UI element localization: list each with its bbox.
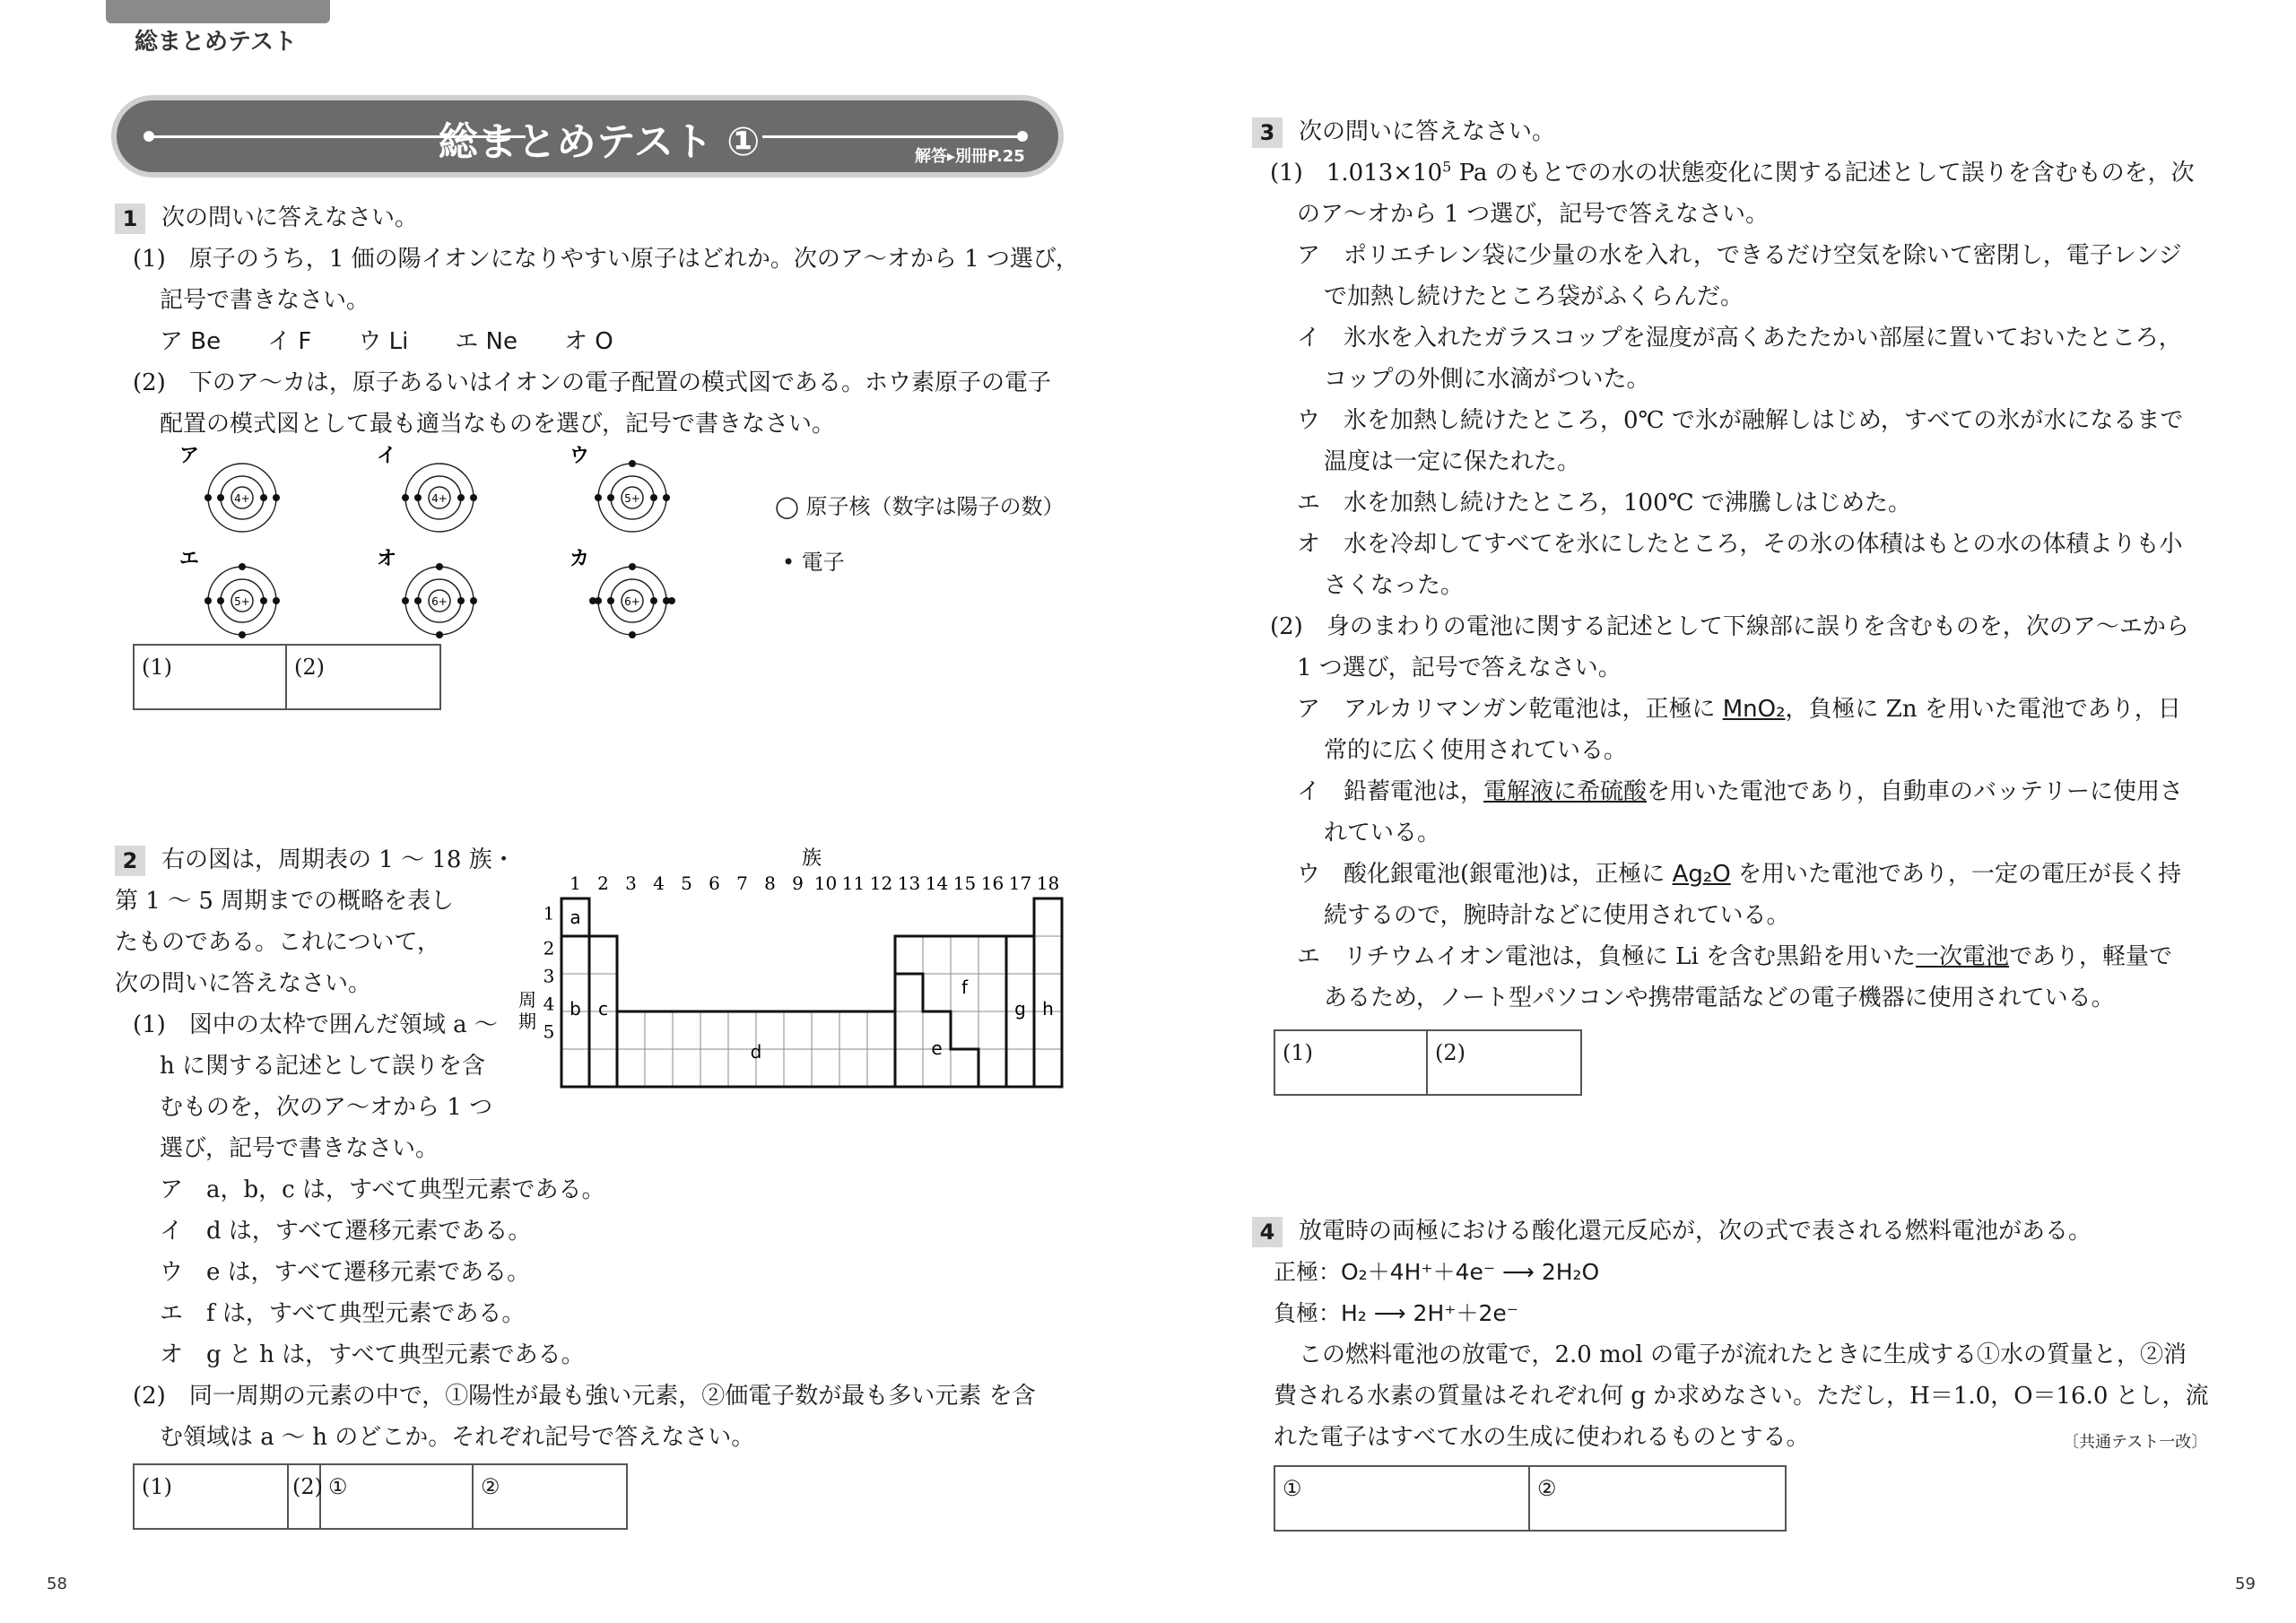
q2-line-2: 第 1 ～ 5 周期までの概略を表し xyxy=(115,888,455,915)
banner-dot-right xyxy=(1017,131,1028,142)
electron-diagram-3 xyxy=(570,445,670,532)
q4-stem xyxy=(1252,1211,2092,1252)
electron xyxy=(273,494,280,501)
q3-p1-option-u-2: 温度は一定に保たれた。 xyxy=(1324,448,1581,475)
period-number: 4 xyxy=(543,993,555,1015)
q2-line-1-text: 右の図は，周期表の 1 ～ 18 族・ xyxy=(161,846,516,873)
region-label-c: c xyxy=(598,998,608,1020)
table-cell xyxy=(784,1011,812,1049)
q4-equation-anode: 負極：H₂ ⟶ 2H⁺＋2e⁻ xyxy=(1274,1300,1518,1326)
q4-source: 〔共通テスト一改〕 xyxy=(2063,1433,2208,1452)
table-cell xyxy=(978,974,1006,1011)
group-number: 7 xyxy=(736,872,748,894)
q2-p2-line2: む領域は a ～ h のどこか。それぞれ記号で答えなさい。 xyxy=(160,1424,755,1451)
table-cell xyxy=(645,1011,673,1049)
region-label-g: g xyxy=(1014,998,1026,1020)
table-cell xyxy=(1034,936,1062,974)
q3-p1-option-u-1: ウ 氷を加熱し続けたところ，0℃ で氷が融解しはじめ，すべての氷が水になるまで xyxy=(1297,407,2184,434)
electron xyxy=(239,563,246,570)
electron-diagram-2 xyxy=(377,445,477,532)
electron-diagram-6 xyxy=(570,548,675,638)
q3-answer-cell-2[interactable]: (2) xyxy=(1435,1040,1465,1065)
diagram-label: イ xyxy=(377,445,397,467)
q3-p1-option-i-1: イ 氷水を入れたガラスコップを湿度が高くあたたかい部屋に置いておいたところ， xyxy=(1297,325,2182,352)
table-cell xyxy=(951,936,978,974)
page-number-right: 59 xyxy=(2235,1575,2256,1593)
group-number: 5 xyxy=(681,872,692,894)
q2-number: 2 xyxy=(115,846,145,876)
table-cell xyxy=(951,1049,978,1087)
electron-diagrams xyxy=(170,439,691,646)
q3-p2-option-i-2: れている。 xyxy=(1324,820,1441,846)
q4-body-1: この燃料電池の放電で，2.0 mol の電子が流れたときに生成する①水の質量と，②消 xyxy=(1299,1341,2187,1368)
group-number: 9 xyxy=(792,872,804,894)
table-cell xyxy=(700,1049,728,1087)
electron xyxy=(589,597,596,604)
table-cell xyxy=(1006,1049,1034,1087)
electron xyxy=(595,494,602,501)
electron xyxy=(436,631,443,638)
region-label-a: a xyxy=(570,907,581,928)
table-cell xyxy=(867,1049,895,1087)
electron-diagram-5 xyxy=(377,548,477,638)
q2-answer-cell-3[interactable]: ① xyxy=(321,1465,474,1528)
nucleus-charge: 6+ xyxy=(624,595,640,608)
q3-p2-e-underline: 一次電池 xyxy=(1916,943,2010,970)
electron xyxy=(629,631,636,638)
q2-p1-line-1: (1) 図中の太枠で囲んだ領域 a ～ xyxy=(133,1011,498,1038)
region-label-e: e xyxy=(931,1037,943,1059)
table-cell xyxy=(812,1049,839,1087)
q2-answer-box xyxy=(133,1463,628,1530)
table-cell xyxy=(895,1049,923,1087)
q4-stem-text: 放電時の両極における酸化還元反応が，次の式で表される燃料電池がある。 xyxy=(1299,1218,2092,1245)
period-axis-label: 周 xyxy=(518,989,536,1011)
q2-answer-cell-1[interactable]: (1) xyxy=(135,1465,289,1528)
region-label-h: h xyxy=(1042,998,1054,1020)
group-number: 16 xyxy=(980,872,1004,894)
q2-option-o: オ g と h は，すべて典型元素である。 xyxy=(160,1341,585,1368)
q1-number: 1 xyxy=(115,204,145,234)
group-number: 8 xyxy=(764,872,776,894)
q3-number: 3 xyxy=(1252,117,1283,148)
q2-line-4: 次の問いに答えなさい。 xyxy=(115,970,372,997)
q3-answer-cell-1[interactable]: (1) xyxy=(1275,1031,1428,1094)
q3-p1-exponent: 5 xyxy=(1442,158,1452,176)
electron-diagram-1 xyxy=(179,445,280,532)
q3-p2-u-underline: Ag₂O xyxy=(1672,861,1731,888)
q1-p2-line2: 配置の模式図として最も適当なものを選び，記号で書きなさい。 xyxy=(160,411,835,438)
group-number: 6 xyxy=(709,872,720,894)
q4-answer-cell-1[interactable]: ① xyxy=(1275,1467,1530,1530)
electron xyxy=(260,494,267,501)
table-cell xyxy=(923,974,951,1011)
electron xyxy=(470,494,477,501)
group-number: 15 xyxy=(952,872,977,894)
table-cell xyxy=(700,1011,728,1049)
q3-stem-text: 次の問いに答えなさい。 xyxy=(1299,118,1556,145)
q3-p2-a-pre: ア アルカリマンガン乾電池は，正極に xyxy=(1297,696,1723,723)
q2-answer-cell-4[interactable]: ② xyxy=(481,1474,500,1499)
q2-p1-line-3: むものを，次のア～オから 1 つ xyxy=(160,1094,493,1121)
period-axis-label-2: 期 xyxy=(518,1011,536,1032)
q4-number: 4 xyxy=(1252,1217,1283,1247)
group-number: 2 xyxy=(597,872,609,894)
electron xyxy=(402,494,409,501)
q3-p1-option-o-1: オ 水を冷却してすべてを氷にしたところ，その氷の体積はもとの水の体積よりも小 xyxy=(1297,531,2183,558)
electron xyxy=(470,597,477,604)
electron xyxy=(629,563,636,570)
table-cell xyxy=(895,1011,923,1049)
nucleus-charge: 4+ xyxy=(431,492,448,505)
q3-p1-line1-b: Pa のもとでの水の状態変化に関する記述として誤りを含むものを，次 xyxy=(1451,160,2195,187)
diagram-label: カ xyxy=(570,548,590,570)
group-number: 18 xyxy=(1036,872,1060,894)
period-number: 2 xyxy=(543,937,555,959)
q3-p1-line1-a: (1) 1.013×10 xyxy=(1270,160,1443,187)
period-number: 1 xyxy=(543,902,555,924)
group-axis-label: 族 xyxy=(801,847,822,870)
electron xyxy=(650,597,657,604)
table-cell xyxy=(645,1049,673,1087)
q1-stem-text: 次の問いに答えなさい。 xyxy=(161,204,419,231)
table-cell xyxy=(784,1049,812,1087)
q3-p2-a-post: ，負極に Zn を用いた電池であり，日 xyxy=(1785,696,2181,723)
table-cell xyxy=(812,1011,839,1049)
group-number: 10 xyxy=(813,872,838,894)
q2-p1-line-2: h に関する記述として誤りを含 xyxy=(160,1053,486,1080)
q3-p1-option-a-1: ア ポリエチレン袋に少量の水を入れ，できるだけ空気を除いて密閉し，電子レンジ xyxy=(1297,242,2182,269)
q3-p2-i-post: を用いた電池であり，自動車のバッテリーに使用さ xyxy=(1647,778,2184,805)
page-number-left: 58 xyxy=(47,1575,67,1593)
group-number: 11 xyxy=(841,872,865,894)
q1-answer-box xyxy=(133,644,441,710)
q1-answer-cell-1[interactable]: (1) xyxy=(135,646,287,708)
table-cell xyxy=(1006,936,1034,974)
q2-option-a: ア a，b，c は，すべて典型元素である。 xyxy=(160,1176,605,1203)
region-h-box xyxy=(1034,898,1062,1087)
electron xyxy=(217,597,224,604)
title-banner xyxy=(117,100,1058,172)
q3-p2-e-post: であり，軽量で xyxy=(2009,943,2173,970)
q3-stem xyxy=(1252,111,1555,152)
table-cell xyxy=(673,1011,700,1049)
region-label-f: f xyxy=(961,976,969,998)
table-cell xyxy=(951,1011,978,1049)
banner-dot-left xyxy=(144,131,154,142)
period-number: 5 xyxy=(543,1020,555,1043)
header-tab xyxy=(106,0,330,23)
q1-p1-line1: (1) 原子のうち，1 価の陽イオンになりやすい原子はどれか。次のア～オから 1 つ選び， xyxy=(133,246,1079,273)
table-cell xyxy=(895,936,923,974)
q3-p1-option-i-2: コップの外側に水滴がついた。 xyxy=(1324,366,1650,393)
electron xyxy=(607,494,614,501)
group-number: 17 xyxy=(1008,872,1032,894)
q3-p2-u-post: を用いた電池であり，一定の電圧が長く持 xyxy=(1730,861,2182,888)
q3-p1-line2: のア～オから 1 つ選び，記号で答えなさい。 xyxy=(1297,201,1770,228)
q3-p1-line1 xyxy=(1270,152,2195,194)
q3-p2-option-u-2: 続するので，腕時計などに使用されている。 xyxy=(1324,902,1790,929)
q4-answer-cell-2[interactable]: ② xyxy=(1537,1476,1557,1501)
q3-p2-option-a-1 xyxy=(1297,689,2181,730)
q3-p2-option-e-1 xyxy=(1297,936,2172,977)
q3-p1-option-a-2: で加熱し続けたところ袋がふくらんだ。 xyxy=(1324,283,1744,310)
table-cell xyxy=(839,1049,867,1087)
group-number: 12 xyxy=(869,872,893,894)
table-cell xyxy=(978,936,1006,974)
section-label: 総まとめテスト xyxy=(135,29,297,56)
table-cell xyxy=(673,1049,700,1087)
electron xyxy=(414,597,422,604)
electron xyxy=(629,460,636,467)
q4-body-3: れた電子はすべて水の生成に使われるものとする。 xyxy=(1274,1424,1810,1451)
table-cell xyxy=(589,936,617,974)
electron xyxy=(402,597,409,604)
q2-p2-line1: (2) 同一周期の元素の中で，①陽性が最も強い元素，②価電子数が最も多い元素 を含 xyxy=(133,1383,1036,1410)
q2-line-3: たものである。これについて， xyxy=(115,929,440,956)
q4-equation-cathode: 正極：O₂＋4H⁺＋4e⁻ ⟶ 2H₂O xyxy=(1274,1259,1600,1285)
q1-p2-line1: (2) 下のア～カは，原子あるいはイオンの電子配置の模式図である。ホウ素原子の電子 xyxy=(133,369,1052,396)
q1-p1-options: ア Be イ F ウ Li エ Ne オ O xyxy=(160,328,613,355)
q4-answer-box xyxy=(1274,1465,1787,1532)
electron xyxy=(663,494,670,501)
table-cell xyxy=(617,1011,645,1049)
electron xyxy=(436,563,443,570)
table-cell xyxy=(923,936,951,974)
nucleus-charge: 4+ xyxy=(234,492,250,505)
q1-answer-cell-2[interactable]: (2) xyxy=(294,655,325,680)
table-cell xyxy=(589,1049,617,1087)
q3-p1-option-o-2: さくなった。 xyxy=(1324,572,1465,599)
table-cell xyxy=(617,1049,645,1087)
table-cell xyxy=(561,1049,589,1087)
legend-electron: • 電子 xyxy=(782,550,845,575)
group-number: 14 xyxy=(925,872,949,894)
q1-p1-line2: 記号で書きなさい。 xyxy=(160,287,370,314)
q2-option-u: ウ e は，すべて遷移元素である。 xyxy=(160,1259,531,1286)
table-cell xyxy=(561,936,589,974)
group-number: 4 xyxy=(653,872,665,894)
table-cell xyxy=(867,1011,895,1049)
period-number: 3 xyxy=(543,965,555,987)
q3-p2-option-i-1 xyxy=(1297,771,2183,812)
q3-p2-e-pre: エ リチウムイオン電池は，負極に Li を含む黒鉛を用いた xyxy=(1297,943,1917,970)
q2-option-e: エ f は，すべて典型元素である。 xyxy=(160,1300,526,1327)
q3-p2-line2: 1 つ選び，記号で答えなさい。 xyxy=(1297,655,1622,681)
electron xyxy=(239,631,246,638)
nucleus-charge: 5+ xyxy=(234,595,250,608)
electron-diagram-4 xyxy=(179,548,280,638)
nucleus-charge: 5+ xyxy=(624,492,640,505)
periodic-table xyxy=(511,843,1085,1112)
q3-p2-option-e-2: あるため，ノート型パソコンや携帯電話などの電子機器に使用されている。 xyxy=(1324,985,2115,1011)
electron xyxy=(650,494,657,501)
electron xyxy=(204,494,212,501)
q1-stem xyxy=(115,197,418,239)
q3-p2-i-underline: 電解液に希硫酸 xyxy=(1483,778,1648,805)
electron xyxy=(217,494,224,501)
q3-p2-i-pre: イ 鉛蓄電池は， xyxy=(1297,778,1484,805)
q3-p2-option-a-2: 常的に広く使用されている。 xyxy=(1324,737,1628,764)
electron xyxy=(457,597,465,604)
legend-nucleus: ◯ 原子核（数字は陽子の数） xyxy=(775,494,1065,519)
group-number: 13 xyxy=(897,872,921,894)
table-cell xyxy=(895,974,923,1011)
q2-p1-line-4: 選び，記号で書きなさい。 xyxy=(160,1135,439,1162)
table-cell xyxy=(978,1011,1006,1049)
table-cell xyxy=(839,1011,867,1049)
electron xyxy=(414,494,422,501)
q2-line-1 xyxy=(115,839,516,881)
q2-answer-cell-2[interactable]: (2) xyxy=(289,1465,321,1528)
nucleus-charge: 6+ xyxy=(431,595,448,608)
diagram-label: エ xyxy=(179,548,200,570)
electron xyxy=(607,597,614,604)
banner-title: 総まとめテスト ① xyxy=(438,119,761,165)
table-cell xyxy=(1034,898,1062,936)
q3-p2-line1: (2) 身のまわりの電池に関する記述として下線部に誤りを含むものを，次のア～エから xyxy=(1270,613,2189,640)
diagram-label: オ xyxy=(377,548,397,570)
q2-option-i: イ d は，すべて遷移元素である。 xyxy=(160,1218,532,1245)
q3-p2-a-underline: MnO₂ xyxy=(1722,696,1786,723)
q3-answer-box xyxy=(1274,1029,1582,1096)
electron xyxy=(204,597,212,604)
diagram-label: ウ xyxy=(570,445,590,467)
q3-p2-u-pre: ウ 酸化銀電池(銀電池)は，正極に xyxy=(1297,861,1673,888)
q4-body-2: 費される水素の質量はそれぞれ何 g か求めなさい。ただし，H＝1.0，O＝16.0 とし，流 xyxy=(1274,1383,2209,1410)
q3-p1-option-e-1: エ 水を加熱し続けたところ，100℃ で沸騰しはじめた。 xyxy=(1297,490,1911,516)
group-number: 3 xyxy=(625,872,637,894)
group-number: 1 xyxy=(570,872,581,894)
q3-p2-option-u-1 xyxy=(1297,854,2181,895)
diagram-label: ア xyxy=(179,445,200,467)
region-label-d: d xyxy=(750,1041,762,1063)
electron xyxy=(260,597,267,604)
region-label-b: b xyxy=(570,998,581,1020)
answer-ref: 解答▸別冊P.25 xyxy=(915,147,1025,166)
table-cell xyxy=(978,1049,1006,1087)
table-cell xyxy=(1034,1049,1062,1087)
electron xyxy=(273,597,280,604)
electron xyxy=(668,597,675,604)
electron xyxy=(457,494,465,501)
banner-line-right xyxy=(762,135,1022,138)
